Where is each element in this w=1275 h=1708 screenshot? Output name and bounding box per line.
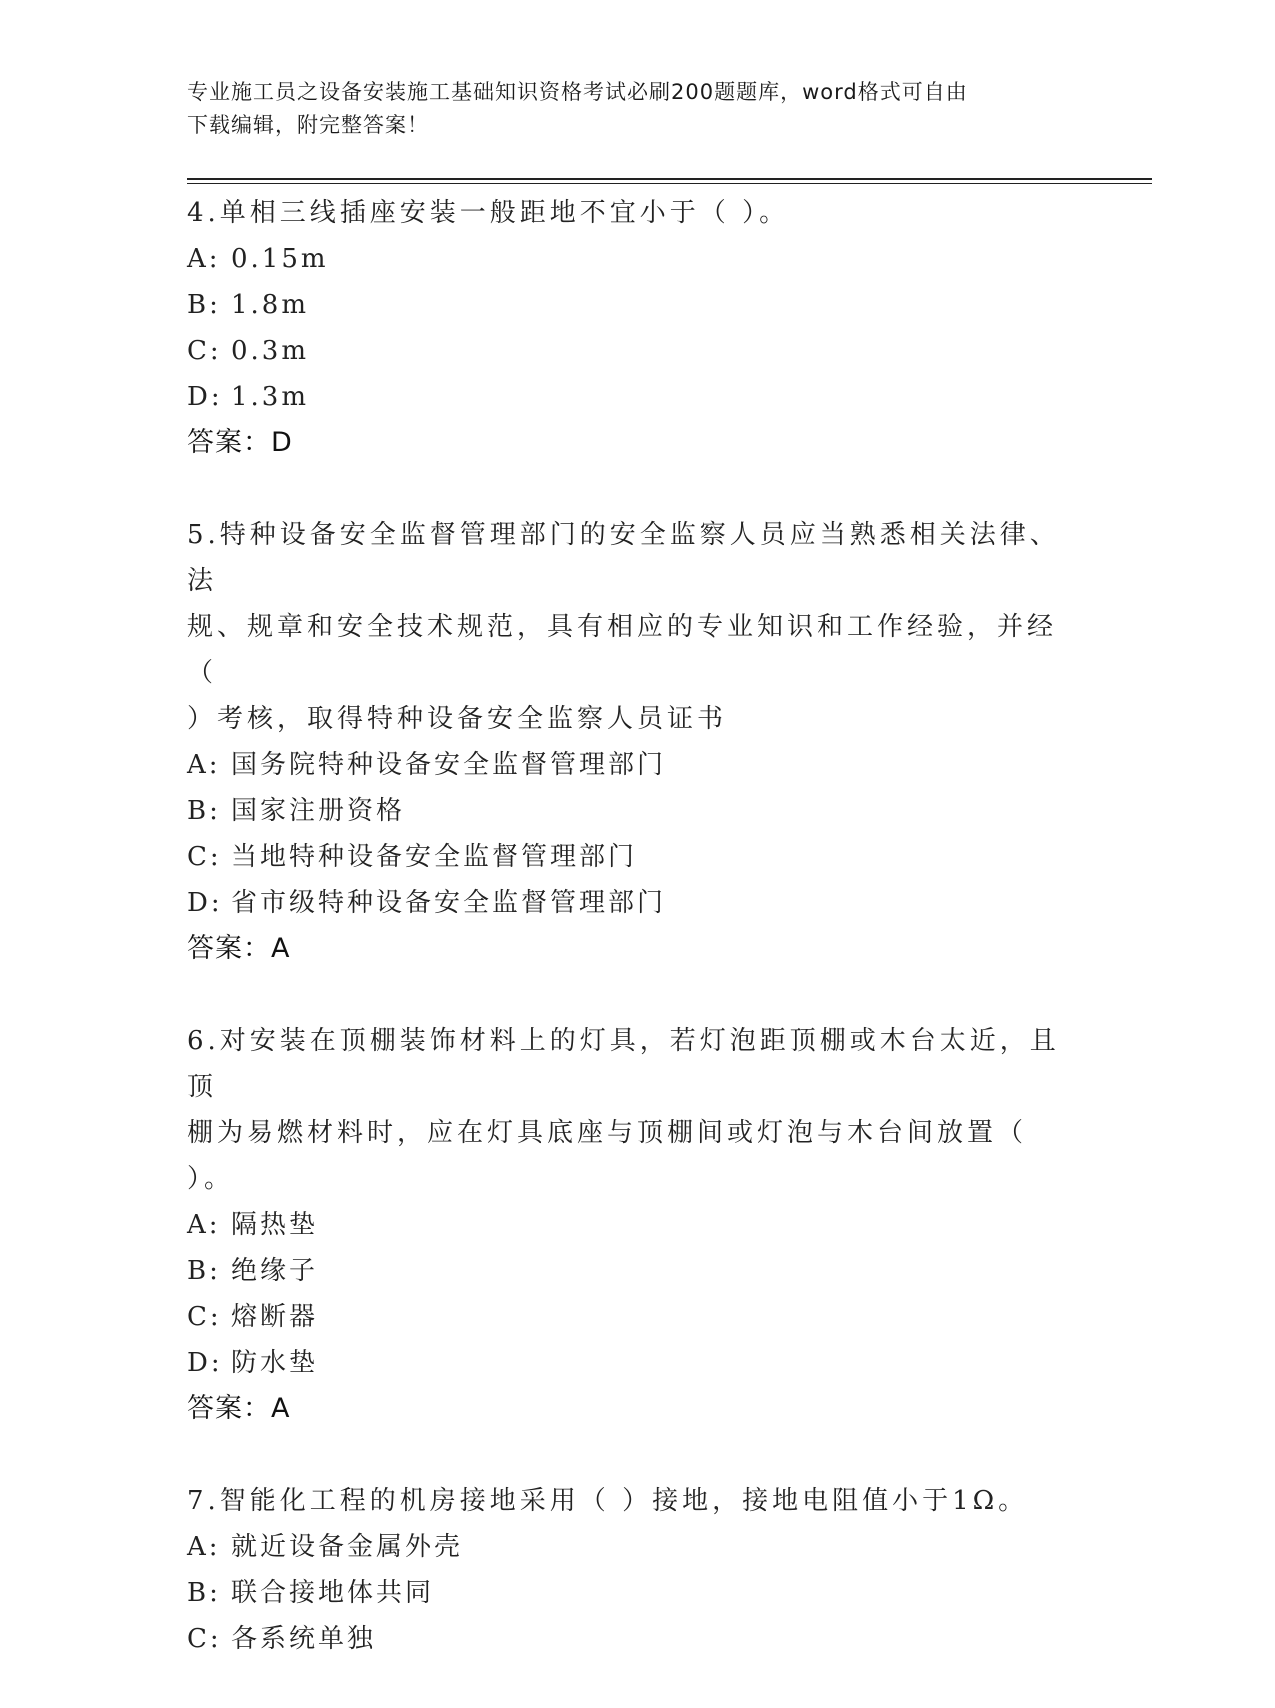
- option-text: 熔断器: [231, 1302, 319, 1332]
- option-c: [187, 834, 1067, 880]
- option-letter: A:: [187, 1210, 221, 1240]
- header-rule-thick: [187, 178, 1152, 180]
- header-rule-thin: [187, 183, 1152, 184]
- option-b: [187, 1570, 1067, 1616]
- option-text: 联合接地体共同: [231, 1578, 435, 1608]
- option-letter: B:: [187, 796, 221, 826]
- question-4: [187, 190, 1067, 466]
- answer-line: 答案：D: [187, 427, 293, 458]
- option-letter: A:: [187, 244, 221, 274]
- option-a: [187, 1202, 1067, 1248]
- document-header: [187, 76, 1087, 142]
- option-c: [187, 1294, 1067, 1340]
- option-letter: C:: [187, 336, 222, 366]
- option-text: 省市级特种设备安全监督管理部门: [231, 888, 667, 918]
- question-list: [187, 190, 1067, 1708]
- option-text: 防水垫: [231, 1348, 319, 1378]
- option-letter: C:: [187, 1302, 222, 1332]
- question-stem: 4.单相三线插座安装一般距地不宜小于（ ）。: [187, 198, 790, 228]
- option-d: [187, 880, 1067, 926]
- option-text: 1.8m: [231, 290, 310, 320]
- option-b: [187, 282, 1067, 328]
- option-letter: B:: [187, 1256, 221, 1286]
- question-stem-line-1: 5.特种设备安全监督管理部门的安全监察人员应当熟悉相关法律、法: [187, 520, 1060, 596]
- option-letter: D:: [187, 888, 223, 918]
- question-6: [187, 1018, 1067, 1432]
- option-b: [187, 788, 1067, 834]
- question-stem-line-2: 棚为易燃材料时，应在灯具底座与顶棚间或灯泡与木台间放置（ ）。: [187, 1118, 1028, 1194]
- question-5: [187, 512, 1067, 972]
- question-stem: 7.智能化工程的机房接地采用（ ）接地，接地电阻值小于1Ω。: [187, 1486, 1029, 1516]
- option-text: 0.15m: [231, 244, 329, 274]
- option-text: 当地特种设备安全监督管理部门: [231, 842, 638, 872]
- option-text: 绝缘子: [231, 1256, 319, 1286]
- question-stem-line-1: 6.对安装在顶棚装饰材料上的灯具，若灯泡距顶棚或木台太近，且顶: [187, 1026, 1060, 1102]
- option-text: 0.3m: [231, 336, 310, 366]
- option-c: [187, 328, 1067, 374]
- question-stem-line-2: 规、规章和安全技术规范，具有相应的专业知识和工作经验，并经（: [187, 612, 1058, 688]
- option-a: [187, 742, 1067, 788]
- option-letter: A:: [187, 750, 221, 780]
- option-letter: B:: [187, 290, 221, 320]
- answer-line: 答案：A: [187, 1393, 291, 1424]
- option-letter: C:: [187, 842, 222, 872]
- option-letter: B:: [187, 1578, 221, 1608]
- option-b: [187, 1248, 1067, 1294]
- option-text: 1.3m: [231, 382, 310, 412]
- option-letter: A:: [187, 1532, 221, 1562]
- option-text: 就近设备金属外壳: [231, 1532, 464, 1562]
- option-d: [187, 374, 1067, 420]
- answer-line: 答案：A: [187, 933, 291, 964]
- option-letter: C:: [187, 1624, 222, 1654]
- header-line-1: 专业施工员之设备安装施工基础知识资格考试必刷200题题库，word格式可自由: [187, 80, 968, 104]
- header-line-2: 下载编辑，附完整答案！: [187, 113, 429, 137]
- option-c: [187, 1616, 1067, 1662]
- question-stem-line-3: ）考核，取得特种设备安全监察人员证书: [187, 704, 728, 734]
- option-a: [187, 1524, 1067, 1570]
- option-text: 各系统单独: [231, 1624, 377, 1654]
- option-letter: D:: [187, 382, 223, 412]
- question-7: [187, 1478, 1067, 1662]
- option-letter: D:: [187, 1348, 223, 1378]
- option-text: 国务院特种设备安全监督管理部门: [231, 750, 667, 780]
- option-d: [187, 1340, 1067, 1386]
- option-text: 国家注册资格: [231, 796, 406, 826]
- option-a: [187, 236, 1067, 282]
- option-text: 隔热垫: [231, 1210, 319, 1240]
